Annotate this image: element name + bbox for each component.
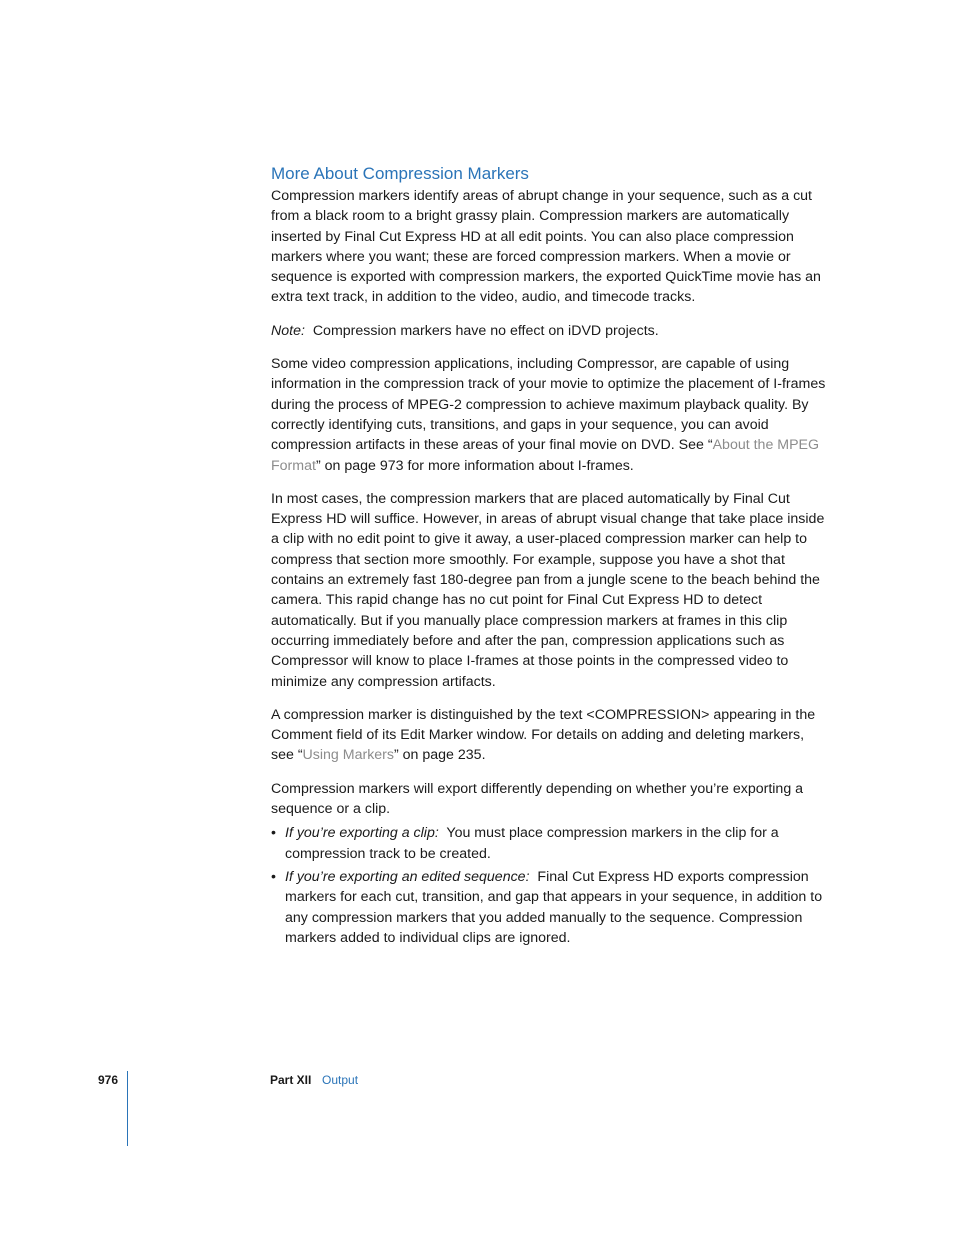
- bullet-label: If you’re exporting an edited sequence:: [285, 868, 530, 885]
- link-about-mpeg-format[interactable]: About the MPEG Format: [271, 437, 820, 474]
- paragraph-text: Some video compression applications, including Compressor, are capable of using information in the compression track of your movie to optimize the placement of I-frames during the process of MPEG-2 compression to achieve maximum playback quality. By correctly identifying cuts, transitions, and gaps in your sequence, you can avoid compression artifacts in these areas of your final movie on DVD. See “: [271, 356, 826, 454]
- paragraph-text: A compression marker is distinguished by the text <COMPRESSION> appearing in the Comment field of its Edit Marker window. For details on adding and deleting markers, see “: [271, 706, 816, 764]
- paragraph-text: ” on page 235.: [394, 747, 486, 764]
- bullet-symbol: •: [271, 825, 276, 842]
- paragraph-note: [271, 321, 827, 341]
- section-title: More About Compression Markers: [271, 164, 529, 183]
- paragraph-most-cases: In most cases, the compression markers that are placed automatically by Final Cut Express HD will suffice. However, in areas of abrupt visual change that take place inside a clip with no edit point to give it away, a user-placed compression marker can help to compress that section more smoothly. For example, suppose you have a shot that contains an extremely fast 180-degree pan from a jungle scene to the beach behind the camera. This rapid change has no cut point for Final Cut Express HD to detect automatically. But if you manually place compression markers at frames in this clip occurring immediately before and after the pan, compression applications such as Compressor will know to place I-frames at those points in the compressed video to minimize any compression artifacts.: [271, 490, 825, 690]
- paragraph-text: ” on page 973 for more information about I-frames.: [315, 457, 634, 474]
- paragraph-compression-apps: [271, 354, 827, 476]
- footer-divider: [127, 1071, 128, 1146]
- paragraph-intro: Compression markers identify areas of abrupt change in your sequence, such as a cut from a black room to a bright grassy plain. Compression markers are automatically inserted by Final Cut Express HD at all edit points. You can also place compression markers where you want; these are forced compression markers. When a movie or sequence is exported with compression markers, the exported QuickTime movie has an extra text track, in addition to the video, audio, and timecode tracks.: [271, 188, 821, 306]
- page-content: [271, 163, 827, 951]
- note-label: Note:: [271, 322, 305, 339]
- bullet-symbol: •: [271, 868, 276, 885]
- link-using-markers[interactable]: Using Markers: [302, 747, 394, 764]
- bullet-item-clip: [271, 823, 827, 864]
- bullet-text: Final Cut Express HD exports compression markers for each cut, transition, and gap that appears in your sequence, in addition to any compression markers that you added manually to the sequence. Compression markers added to individual clips are ignored.: [285, 868, 823, 946]
- footer-part-label: Part XII: [270, 1073, 312, 1087]
- note-text: Compression markers have no effect on iDVD projects.: [312, 322, 659, 339]
- paragraph-distinguished: [271, 705, 827, 766]
- paragraph-export-differently: Compression markers will export differently depending on whether you’re exporting a sequence or a clip.: [271, 780, 804, 818]
- bullet-text: You must place compression markers in the clip for a compression track to be created.: [285, 825, 779, 862]
- bullet-item-sequence: [271, 867, 827, 948]
- bullet-label: If you’re exporting a clip:: [285, 825, 439, 842]
- bullet-list: [271, 823, 827, 948]
- footer-chapter-link[interactable]: Output: [322, 1073, 359, 1087]
- page-number: 976: [98, 1073, 119, 1087]
